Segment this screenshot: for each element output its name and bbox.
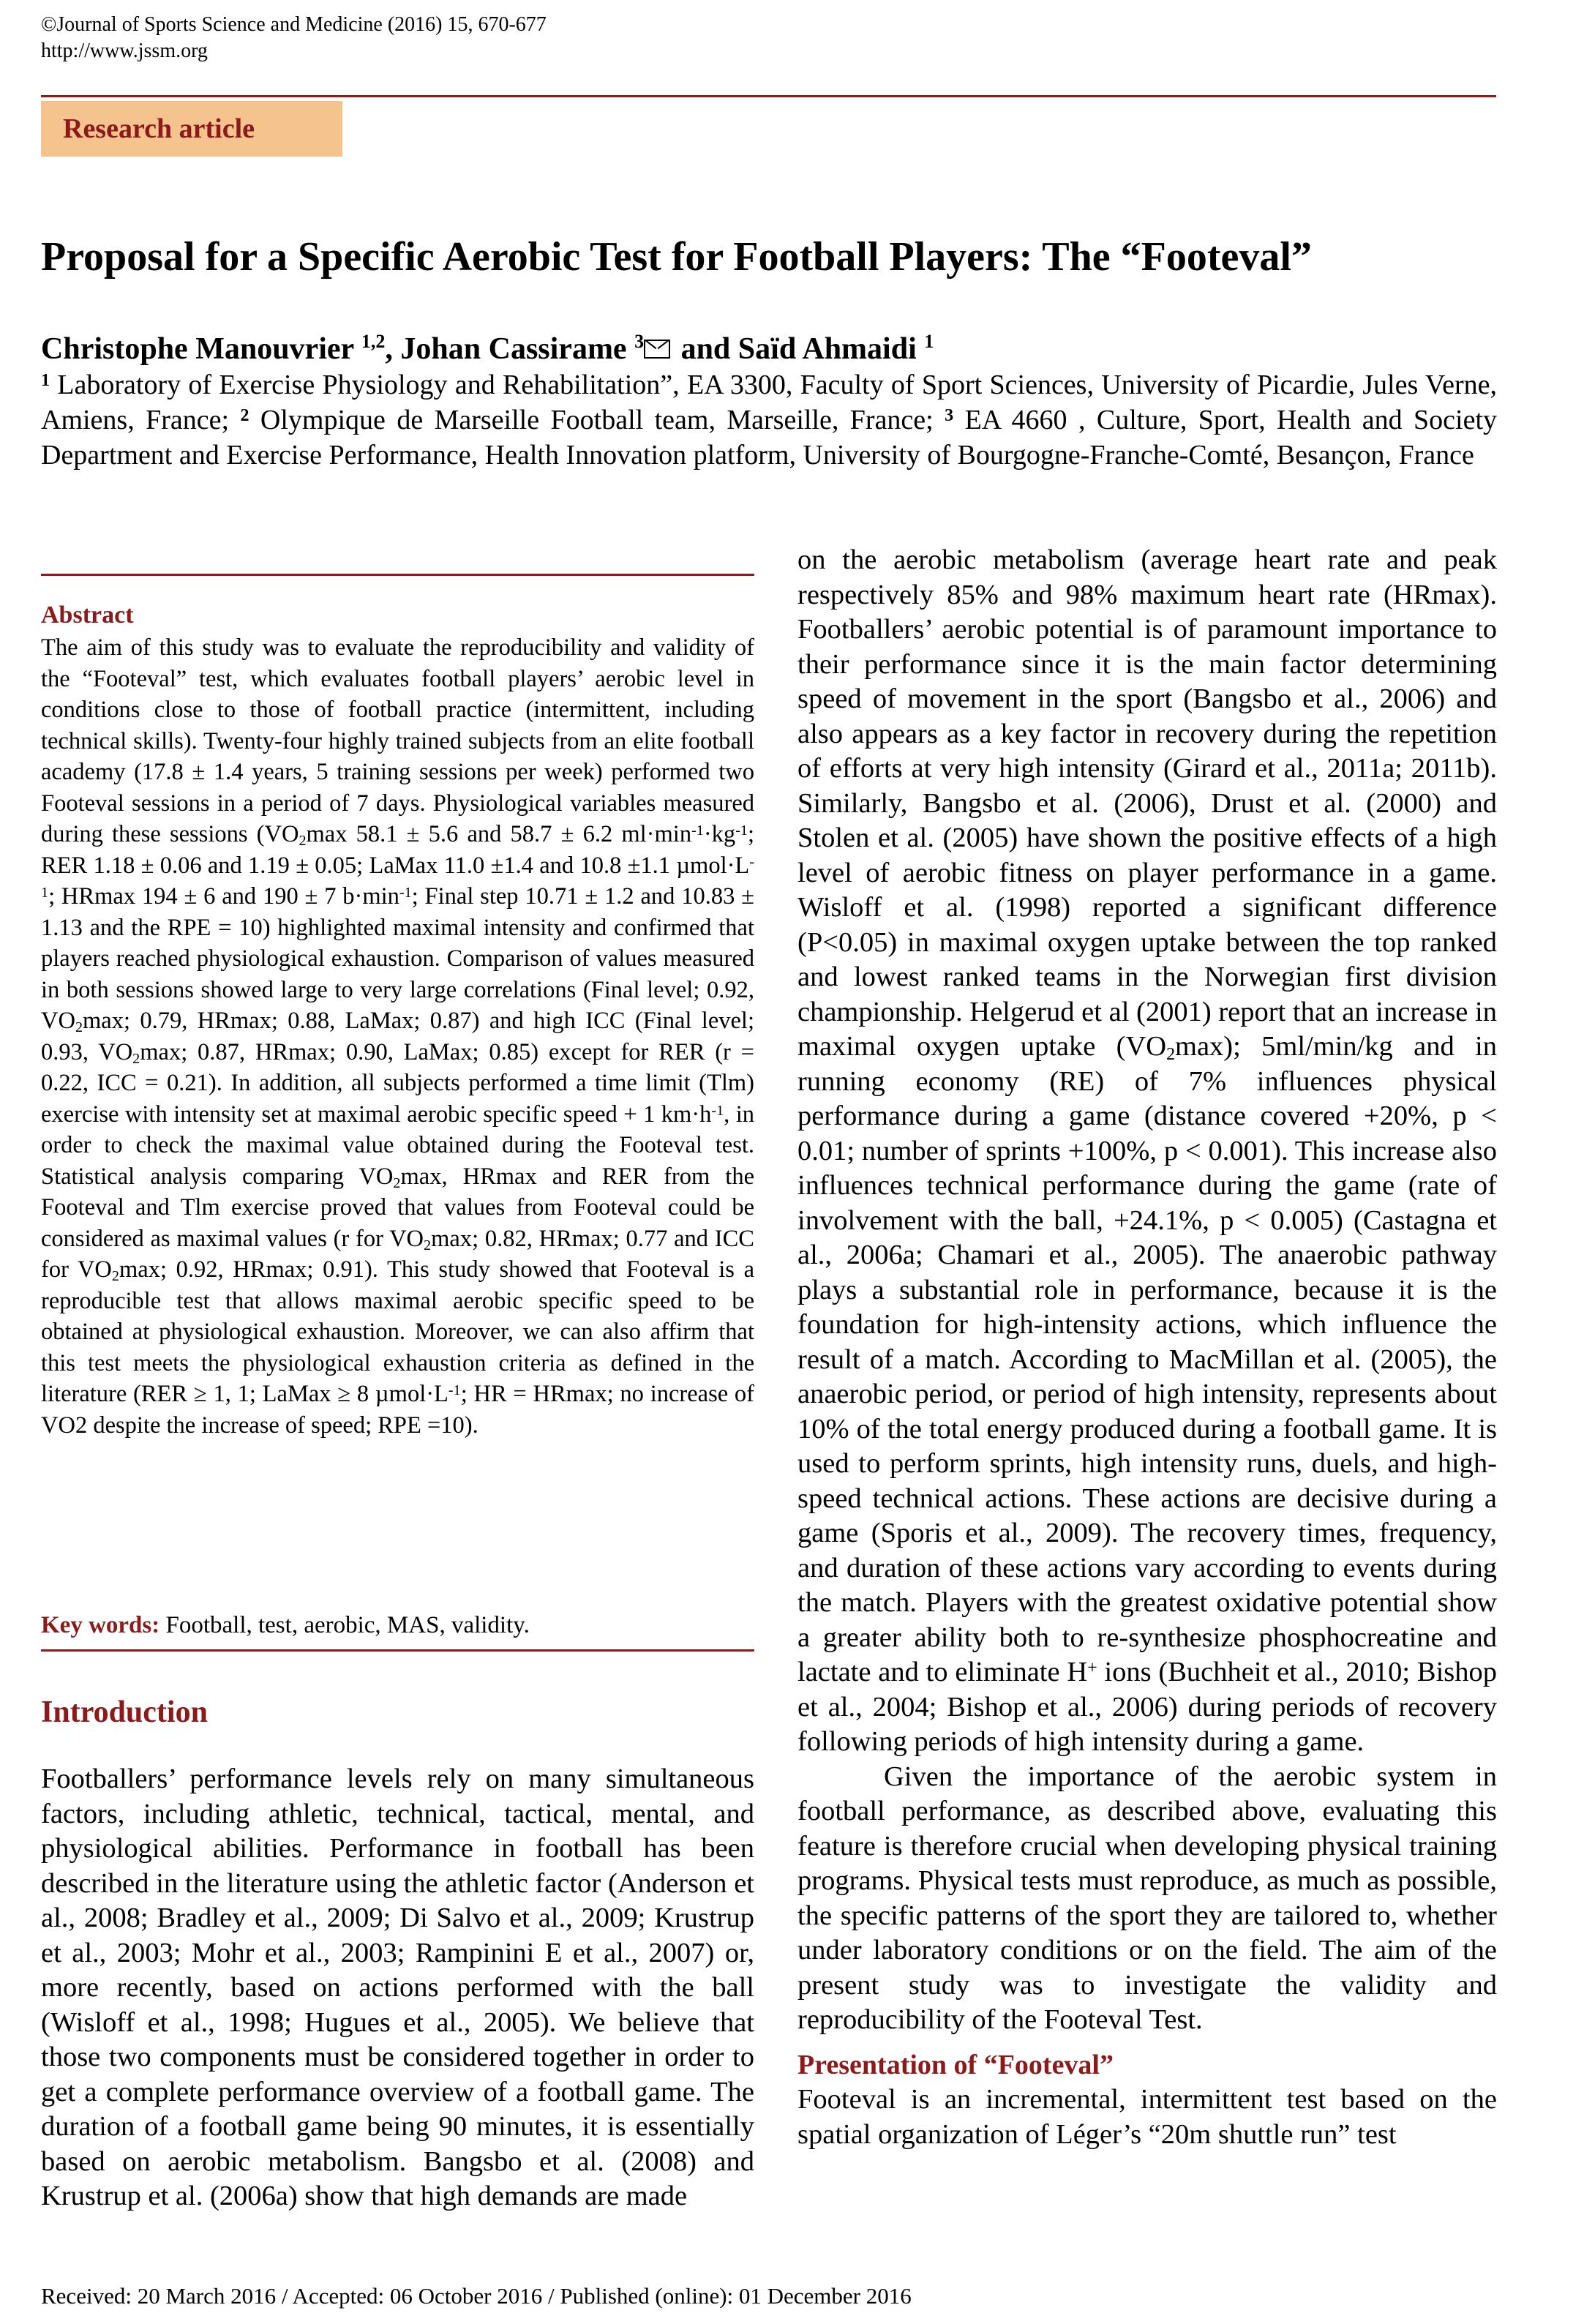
- paper-title: Proposal for a Specific Aerobic Test for Football Players: The “Footeval”: [41, 234, 1312, 280]
- author-1-affil: 1,2: [361, 331, 386, 352]
- header-divider: [41, 95, 1496, 97]
- affil-marker-3: 3: [945, 406, 954, 426]
- affil-3: EA 4660 , Culture, Sport, Health and Society Department and Exercise Performance, Health Innovation platform, University of Bourgogne-Franche-Comté, Besançon, France: [41, 405, 1498, 471]
- right-column: [797, 543, 1497, 2152]
- author-3-affil: 1: [924, 331, 934, 352]
- author-2-affil: 3: [634, 331, 645, 352]
- keywords: [41, 1610, 530, 1641]
- abstract-heading: Abstract: [41, 601, 134, 629]
- introduction-paragraph-2: on the aerobic metabolism (average heart rate and peak respectively 85% and 98% maximum heart rate (HRmax). Footballers’ aerobic potential is of paramount importance to their performance since it is the main factor determining speed of movement in the sport (Bangsbo et al., 2006) and also appears as a key factor in recovery during the repetition of efforts at very high intensity (Girard et al., 2011a; 2011b). Similarly, Bangsbo et al. (2006), Drust et al. (2000) and Stolen et al. (2005) have shown the positive effects of a high level of aerobic fitness on player performance in a game. Wisloff et al. (1998) reported a significant difference (P<0.05) in maximal oxygen uptake between the top ranked and lowest ranked teams in the Norwegian first division championship. Helgerud et al (2001) report that an increase in maximal oxygen uptake $(VO_2\max)$; 5ml/min/kg and in running economy (RE) of 7% influences physical performance during a game (distance covered +20%, p < 0.01; number of sprints +100%, p < 0.001). This increase also influences technical performance during the game (rate of involvement with the ball, +24.1%, p < 0.005) (Castagna et al., 2006a; Chamari et al., 2005). The anaerobic pathway plays a substantial role in performance, because it is the foundation for high-intensity actions, which influence the result of a match. According to MacMillan et al. (2005), the anaerobic period, or period of high intensity, represents about 10% of the total energy produced during a football game. It is used to perform sprints, high intensity runs, duels, and high-speed technical actions. These actions are decisive during a game (Sporis et al., 2009). The recovery times, frequency, and duration of these actions vary according to events during the match. Players with the greatest oxidative potential show a greater ability both to re-synthesize phosphocreatine and lactate and to eliminate H+ ions (Buchheit et al., 2010; Bishop et al., 2004; Bishop et al., 2006) during periods of recovery following periods of high intensity during a game.: [797, 544, 1498, 1757]
- abstract-bottom-rule: [41, 1649, 754, 1652]
- introduction-paragraph-1: Footballers’ performance levels rely on many simultaneous factors, including athletic, technical, tactical, mental, and physiological abilities. Performance in football has been described in the literature using the athletic factor (Anderson et al., 2008; Bradley et al., 2009; Di Salvo et al., 2009; Krustrup et al., 2003; Mohr et al., 2003; Rampinini E et al., 2007) or, more recently, based on actions performed with the ball (Wisloff et al., 1998; Hugues et al., 2005). We believe that those two components must be considered together in order to get a complete performance overview of a football game. The duration of a football game being 90 minutes, it is essentially based on aerobic metabolism. Bangsbo et al. (2008) and Krustrup et al. (2006a) show that high demands are made: [41, 1763, 754, 2211]
- author-2: , Johan Cassirame: [385, 332, 627, 366]
- publication-dates: Received: 20 March 2016 / Accepted: 06 October 2016 / Published (online): 01 December 2016: [41, 2283, 912, 2309]
- affil-marker-1: 1: [41, 371, 50, 391]
- introduction-paragraph-3: Given the importance of the aerobic system in football performance, as described above, evaluating this feature is therefore crucial when developing physical training programs. Physical tests must reproduce, as much as possible, the specific patterns of the sport they are tailored to, whether under laboratory conditions or on the field. The aim of the present study was to investigate the validity and reproducibility of the Footeval Test.: [797, 1761, 1497, 2035]
- envelope-icon[interactable]: [644, 340, 670, 359]
- keywords-text: Football, test, aerobic, MAS, validity.: [159, 1612, 530, 1638]
- affiliations: [41, 367, 1497, 473]
- presentation-paragraph: Footeval is an incremental, intermittent test based on the spatial organization of Léger’s “20m shuttle run” test: [797, 2084, 1497, 2150]
- abstract-text: The aim of this study was to evaluate the reproducibility and validity of the “Footeval” test, which evaluates football players’ aerobic level in conditions close to those of football practice (intermittent, including technical skills). Twenty-four highly trained subjects from an elite football academy (17.8 ± 1.4 years, 5 training sessions per week) performed two Footeval sessions in a period of 7 days. Physiological variables measured during these sessions ($VO_2\max$ 58.1 ± 5.6 and 58.7 ± 6.2 $ml\cdot\min^{-1}\cdot kg^{-1}$; RER 1.18 ± 0.06 and 1.19 ± 0.05; LaMax 11.0 ±1.4 and 10.8 ±1.1 $\mu mol\cdot L^{-1}$; HRmax 194 ± 6 and 190 ± 7 $b\cdot\min^{-1}$; Final step 10.71 ± 1.2 and 10.83 ± 1.13 and the RPE = 10) highlighted maximal intensity and confirmed that players reached physiological exhaustion. Comparison of values measured in both sessions showed large to very large correlations (Final level; 0.92, $VO_2\max$; 0.79, HRmax; 0.88, LaMax; 0.87) and high ICC (Final level; 0.93, $VO_2\max$; 0.87, HRmax; 0.90, LaMax; 0.85) except for RER (r = 0.22, ICC = 0.21). In addition, all subjects performed a time limit (Tlm) exercise with intensity set at maximal aerobic specific speed + 1 $km\cdot h^{-1}$, in order to check the maximal value obtained during the Footeval test. Statistical analysis comparing $VO_2\max$, HRmax and RER from the Footeval and Tlm exercise proved that values from Footeval could be considered as maximal values (r for $VO_2\max$; 0.82, HRmax; 0.77 and ICC for $VO_2\max$; 0.92, HRmax; 0.91). This study showed that Footeval is a reproducible test that allows maximal aerobic specific speed to be obtained at physiological exhaustion. Moreover, we can also affirm that this test meets the physiological exhaustion criteria as defined in the literature (RER ≥ 1, 1; LaMax ≥ 8 $\mu mol\cdot L^{-1}$; HR = HRmax; no increase of VO2 despite the increase of speed; RPE =10).: [41, 634, 755, 1439]
- author-line: [41, 331, 934, 367]
- introduction-heading: Introduction: [41, 1695, 208, 1729]
- abstract-top-rule: [41, 574, 754, 576]
- journal-citation: ©Journal of Sports Science and Medicine (2016) 15, 670-677: [41, 13, 547, 36]
- journal-url[interactable]: http://www.jssm.org: [41, 40, 208, 62]
- presentation-heading: Presentation of “Footeval”: [797, 2049, 1114, 2080]
- keywords-label: Key words:: [41, 1612, 160, 1638]
- author-3: and Saïd Ahmaidi: [673, 332, 917, 366]
- affil-1: Laboratory of Exercise Physiology and Rehabilitation”, EA 3300, Faculty of Sport Sciences, University of Picardie, Jules Verne, Amiens, France;: [41, 370, 1497, 435]
- article-type-badge: [41, 101, 342, 157]
- article-type-label: Research article: [63, 113, 255, 144]
- author-1: Christophe Manouvrier: [41, 332, 354, 366]
- affil-marker-2: 2: [240, 406, 249, 426]
- affil-2: Olympique de Marseille Football team, Marseille, France;: [249, 405, 945, 435]
